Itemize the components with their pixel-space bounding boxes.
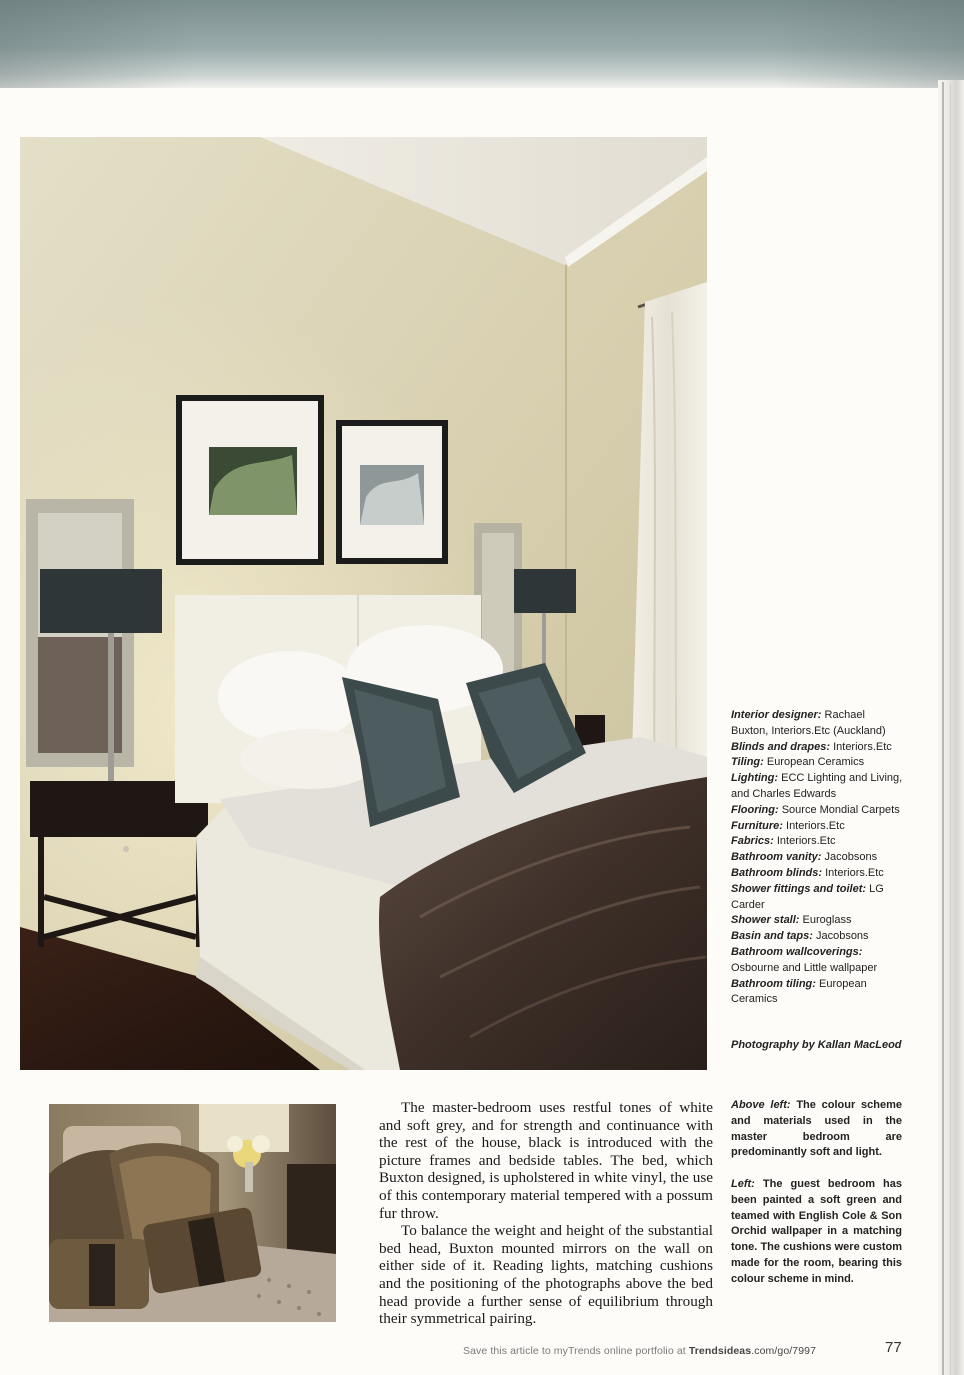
credit-furniture: Furniture: Interiors.Etc: [731, 819, 845, 832]
credit-bathroom-blinds: Bathroom blinds: Interiors.Etc: [731, 866, 884, 879]
footer-portfolio-link: Save this article to myTrends online portfolio at Trendsideas.com/go/7997: [463, 1345, 817, 1357]
page-edge-line: [942, 82, 944, 1375]
credit-fabrics: Fabrics: Interiors.Etc: [731, 835, 836, 848]
paragraph: To balance the weight and height of the substantial bed head, Buxton mounted mirrors on the wall on either side of it. Reading lights, matching cushions and the positioning of the photographs above the bed head provide a further sense of equilibrium through their symmetrical pairing.: [379, 1222, 713, 1328]
credit-bathroom-tiling: Bathroom tiling: European Ceramics: [731, 977, 867, 1006]
credit-flooring: Flooring: Source Mondial Carpets: [731, 803, 900, 816]
page-edge-line: [950, 84, 951, 1375]
credit-shower-fittings: Shower fittings and toilet: LG Carder: [731, 882, 884, 911]
credit-lighting: Lighting: ECC Lighting and Living, and Charles Edwards: [731, 772, 903, 800]
credit-shower-stall: Shower stall: Euroglass: [731, 914, 852, 927]
credit-blinds-drapes: Blinds and drapes: Interiors.Etc: [731, 740, 892, 753]
master-bedroom-photo: [20, 137, 707, 1070]
photography-credit: Photography by Kallan MacLeod: [731, 1039, 902, 1051]
credit-interior-designer: Interior designer: Rachael Buxton, Interiors.Etc (Auckland): [731, 709, 886, 737]
credit-bathroom-wallcoverings: Bathroom wallcoverings: Osbourne and Little wallpaper: [731, 945, 878, 974]
paragraph: The master-bedroom uses restful tones of white and soft grey, and for strength and continuance with the rest of the house, black is introduced with the picture frames and bedside tables. The bed, which Buxton designed, is upholstered in white vinyl, the use of this contemporary material tempered with a possum fur throw.: [379, 1099, 713, 1222]
credit-bathroom-vanity: Bathroom vanity: Jacobsons: [731, 851, 878, 864]
caption-above-left: Above left: The colour scheme and materials used in the master bedroom are predominantly soft and light.: [731, 1099, 903, 1159]
caption-left: Left: The guest bedroom has been painted a soft green and teamed with English Cole & Son Orchid wallpaper in a matching tone. The cushions were custom made for the room, bearing this colour scheme in mind.: [731, 1178, 902, 1285]
scan-border-top: [0, 0, 964, 88]
guest-bedroom-photo: [49, 1104, 336, 1322]
credits-list: [731, 708, 903, 1008]
article-body: [379, 1099, 713, 1328]
credit-tiling: Tiling: European Ceramics: [731, 756, 865, 769]
page-number: 77: [885, 1339, 902, 1356]
credit-basin-taps: Basin and taps: Jacobsons: [731, 930, 869, 943]
